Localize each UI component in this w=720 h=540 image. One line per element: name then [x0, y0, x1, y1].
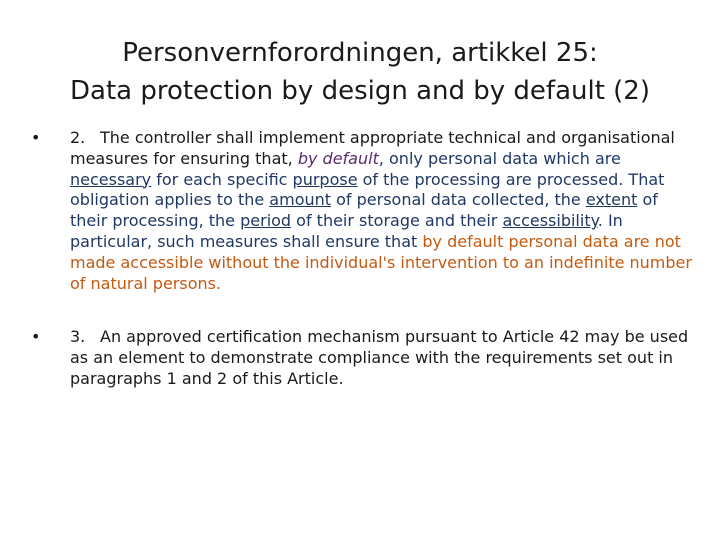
slide-title	[0, 34, 720, 110]
bullet-dot-icon: •	[31, 128, 41, 147]
text-segment: . In particular, such measures shall ensure that	[70, 211, 623, 251]
keyword-accessibility: accessibility	[502, 211, 598, 231]
title-line-1: Personvernforordningen, artikkel 25:	[122, 38, 598, 68]
highlight-by-default-clause: by default personal data are not made accessible without the individual's intervention to an indefinite number of natural persons.	[70, 231, 692, 293]
text-segment: The controller shall implement appropriate technical and organisational measures for ensuring that,	[70, 128, 675, 168]
keyword-extent: extent	[585, 190, 638, 210]
bullet-text: An approved certification mechanism pursuant to Article 42 may be used as an element to demonstrate compliance with the requirements set out in paragraphs 1 and 2 of this Article.	[70, 327, 689, 388]
text-segment: of personal data collected, the	[331, 190, 586, 210]
bullet-list	[28, 128, 700, 390]
bullet-dot-icon: •	[31, 327, 41, 347]
text-segment: of their processing, the	[70, 190, 658, 231]
emphasis-by-default: by default	[297, 148, 379, 168]
bullet-number: 2.	[70, 128, 86, 147]
keyword-purpose: purpose	[292, 169, 358, 189]
text-segment: , only personal data which are	[378, 148, 621, 168]
text-segment: of their storage and their	[291, 211, 503, 231]
keyword-necessary: necessary	[70, 169, 152, 189]
keyword-period: period	[240, 211, 292, 231]
keyword-amount: amount	[269, 190, 332, 210]
text-segment: for each specific	[151, 169, 293, 189]
title-line-2: Data protection by design and by default (2)	[69, 76, 650, 106]
bullet-paragraph-3	[28, 327, 700, 389]
text-segment: of the processing are processed. That obligation applies to the	[70, 169, 665, 210]
bullet-number: 3.	[70, 327, 86, 347]
bullet-paragraph-2	[28, 128, 700, 294]
